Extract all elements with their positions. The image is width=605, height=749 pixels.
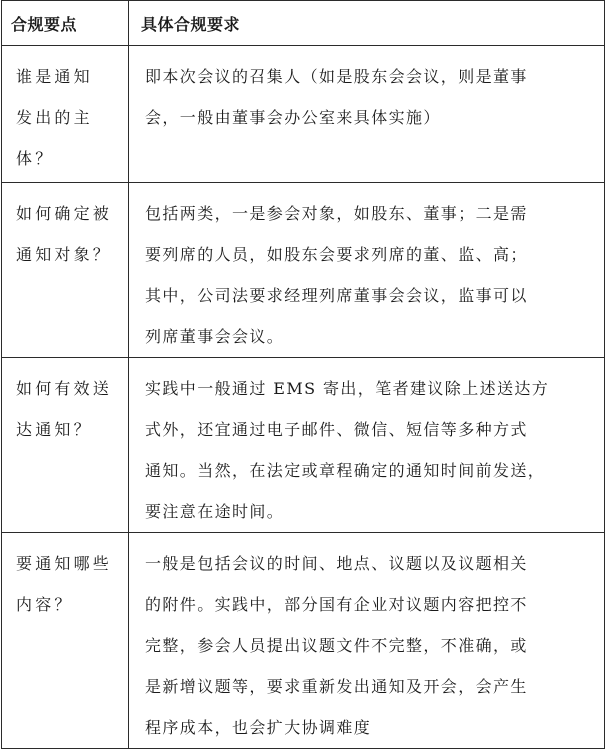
point-cell <box>2 183 129 358</box>
table-row <box>2 46 605 183</box>
requirement-text: 即本次会议的召集人（如是股东会会议，则是董事 会，一般由董事会办公室来具体实施） <box>145 67 528 127</box>
header-cell-requirement <box>129 1 605 46</box>
requirement-text: 包括两类，一是参会对象，如股东、董事；二是需 要列席的人员，如股东会要求列席的董、监、高； 其中，公司法要求经理列席董事会会议，监事可以 列席董事会会议。 <box>145 204 528 346</box>
requirement-text: 实践中一般通过 EMS 寄出，笔者建议除上述送达方 式外，还宜通过电子邮件、微信、短信等多种方式 通知。当然，在法定或章程确定的通知时间前发送， 要注意在途时间。 <box>145 379 550 521</box>
point-text: 如何确定被 通知对象？ <box>16 204 113 264</box>
requirement-cell <box>129 46 605 183</box>
point-text: 要通知哪些 内容？ <box>16 554 113 614</box>
compliance-table <box>1 0 605 749</box>
table-row <box>2 533 605 749</box>
requirement-cell <box>129 533 605 749</box>
point-cell <box>2 46 129 183</box>
requirement-cell <box>129 358 605 533</box>
header-point-label: 合规要点 <box>11 14 78 34</box>
point-cell <box>2 358 129 533</box>
table-header-row <box>2 1 605 46</box>
table-row <box>2 358 605 533</box>
point-text: 谁是通知 发出的主 体？ <box>16 67 93 168</box>
table-row <box>2 183 605 358</box>
point-text: 如何有效送 达通知？ <box>16 379 113 439</box>
requirement-text: 一般是包括会议的时间、地点、议题以及议题相关 的附件。实践中，部分国有企业对议题内容把控不 完整，参会人员提出议题文件不完整，不准确，或 是新增议题等，要求重新发出通知及开会，会产生 程序成本，也会扩大协调难度 <box>145 554 528 737</box>
header-cell-point <box>2 1 129 46</box>
header-requirement-label: 具体合规要求 <box>141 14 241 34</box>
point-cell <box>2 533 129 749</box>
requirement-cell <box>129 183 605 358</box>
